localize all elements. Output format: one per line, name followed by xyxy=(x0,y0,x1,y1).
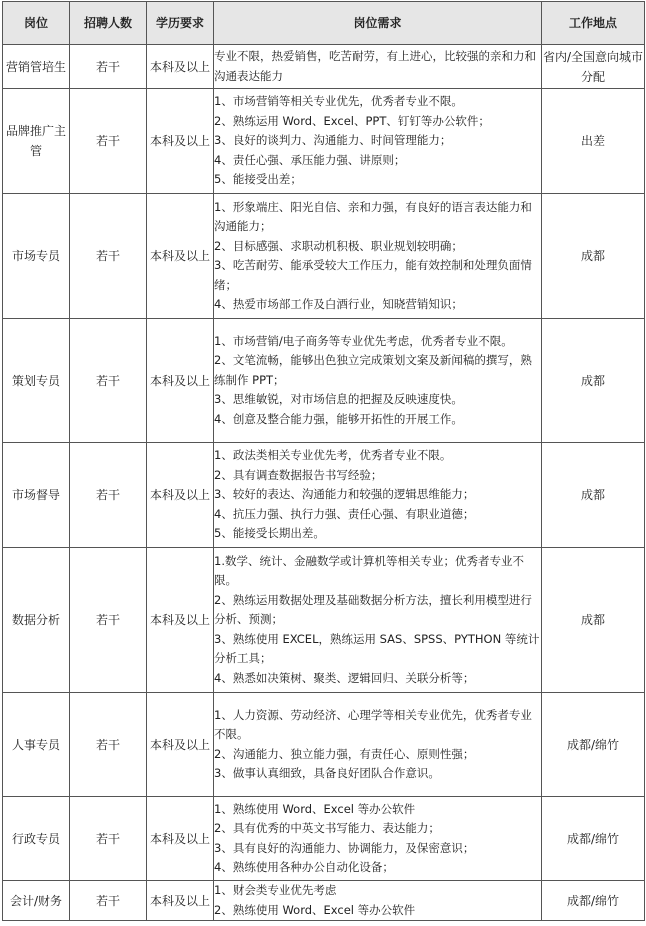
count-cell: 若干 xyxy=(70,89,147,194)
header-requirements: 岗位需求 xyxy=(214,2,542,45)
requirements-cell xyxy=(214,443,542,548)
requirement-line: 2、目标感强、求职动机积极、职业规划较明确； xyxy=(214,238,463,253)
requirement-line: 3、熟练使用 EXCEL，熟练运用 SAS、SPSS、PYTHON 等统计分析工具； xyxy=(214,631,540,666)
post-cell: 数据分析 xyxy=(3,548,70,693)
requirement-line: 1、政法类相关专业优先考，优秀者专业不限。 xyxy=(214,448,452,463)
education-cell: 本科及以上 xyxy=(147,319,214,443)
location-cell: 出差 xyxy=(542,89,645,194)
count-cell: 若干 xyxy=(70,443,147,548)
post-cell: 策划专员 xyxy=(3,319,70,443)
table-row xyxy=(3,548,645,693)
table-row xyxy=(3,89,645,194)
requirement-line: 3、做事认真细致，具备良好团队合作意识。 xyxy=(214,766,440,780)
post-cell: 市场专员 xyxy=(3,194,70,319)
requirement-line: 1、人力资源、劳动经济、心理学等相关专业优先，优秀者专业不限。 xyxy=(214,707,532,741)
location-cell: 成都/绵竹 xyxy=(542,797,645,881)
requirements-cell xyxy=(214,89,542,194)
requirement-line: 1、市场营销/电子商务等专业优先考虑，优秀者专业不限。 xyxy=(214,333,513,348)
education-cell: 本科及以上 xyxy=(147,194,214,319)
header-location: 工作地点 xyxy=(542,2,645,45)
requirement-line: 4、责任心强、承压能力强、讲原则； xyxy=(214,152,406,167)
requirement-line: 2、具有调查数据报告书写经验； xyxy=(214,467,383,482)
post-cell: 品牌推广主管 xyxy=(3,89,70,194)
requirements-cell xyxy=(214,319,542,443)
education-cell: 本科及以上 xyxy=(147,45,214,89)
count-cell: 若干 xyxy=(70,194,147,319)
post-cell: 行政专员 xyxy=(3,797,70,881)
education-cell: 本科及以上 xyxy=(147,548,214,693)
requirements-cell xyxy=(214,881,542,921)
location-cell: 成都 xyxy=(542,548,645,693)
post-cell: 营销管培生 xyxy=(3,45,70,89)
count-cell: 若干 xyxy=(70,797,147,881)
header-post: 岗位 xyxy=(3,2,70,45)
table-row xyxy=(3,443,645,548)
job-postings-table xyxy=(2,1,645,921)
post-cell: 人事专员 xyxy=(3,693,70,797)
requirement-line: 3、良好的谈判力、沟通能力、时间管理能力； xyxy=(214,133,452,148)
count-cell: 若干 xyxy=(70,319,147,443)
requirement-line: 4、抗压力强、执行力强、责任心强、有职业道德； xyxy=(214,506,475,521)
table-row xyxy=(3,693,645,797)
education-cell: 本科及以上 xyxy=(147,797,214,881)
requirement-line: 专业不限，热爱销售，吃苦耐劳，有上进心，比较强的亲和力和沟通表达能力 xyxy=(214,49,536,83)
requirement-line: 3、具有良好的沟通能力、协调能力，及保密意识； xyxy=(214,840,475,855)
requirements-cell xyxy=(214,693,542,797)
table-row xyxy=(3,194,645,319)
count-cell: 若干 xyxy=(70,881,147,921)
post-cell: 市场督导 xyxy=(3,443,70,548)
location-cell: 成都/绵竹 xyxy=(542,693,645,797)
education-cell: 本科及以上 xyxy=(147,89,214,194)
header-row xyxy=(3,2,645,45)
count-cell: 若干 xyxy=(70,45,147,89)
table-row xyxy=(3,797,645,881)
requirement-line: 2、文笔流畅，能够出色独立完成策划文案及新闻稿的撰写，熟练制作 PPT； xyxy=(214,353,532,387)
header-count: 招聘人数 xyxy=(70,2,147,45)
requirement-line: 3、吃苦耐劳、能承受较大工作压力，能有效控制和处理负面情绪； xyxy=(214,258,532,292)
education-cell: 本科及以上 xyxy=(147,881,214,921)
header-education: 学历要求 xyxy=(147,2,214,45)
requirement-line: 4、熟悉如决策树、聚类、逻辑回归、关联分析等； xyxy=(214,670,475,685)
requirement-line: 1、形象端庄、阳光自信、亲和力强，有良好的语言表达能力和沟通能力； xyxy=(214,199,532,233)
location-cell: 成都 xyxy=(542,319,645,443)
table-row xyxy=(3,45,645,89)
requirement-line: 5、能接受出差； xyxy=(214,172,302,187)
post-cell: 会计/财务 xyxy=(3,881,70,921)
requirement-line: 5、能接受长期出差。 xyxy=(214,526,325,541)
requirement-line: 4、创意及整合能力强，能够开拓性的开展工作。 xyxy=(214,411,463,426)
requirement-line: 4、热爱市场部工作及白酒行业，知晓营销知识； xyxy=(214,297,463,311)
requirements-cell xyxy=(214,548,542,693)
requirements-cell xyxy=(214,45,542,89)
education-cell: 本科及以上 xyxy=(147,693,214,797)
count-cell: 若干 xyxy=(70,548,147,693)
location-cell: 成都 xyxy=(542,194,645,319)
requirement-line: 1.数学、统计、金融数学或计算机等相关专业；优秀者专业不限。 xyxy=(214,553,524,588)
requirements-cell xyxy=(214,194,542,319)
requirement-line: 1、市场营销等相关专业优先，优秀者专业不限。 xyxy=(214,94,463,109)
requirement-line: 3、较好的表达、沟通能力和较强的逻辑思维能力； xyxy=(214,487,475,502)
requirement-line: 2、熟练运用 Word、Excel、PPT、钉钉等办公软件； xyxy=(214,113,490,128)
requirement-line: 4、熟练使用各种办公自动化设备； xyxy=(214,860,394,874)
count-cell: 若干 xyxy=(70,693,147,797)
education-cell: 本科及以上 xyxy=(147,443,214,548)
requirement-line: 2、熟练运用数据处理及基础数据分析方法，擅长利用模型进行分析、预测； xyxy=(214,592,532,627)
requirements-cell xyxy=(214,797,542,881)
requirement-line: 1、财会类专业优先考虑 xyxy=(214,883,337,897)
location-cell: 成都 xyxy=(542,443,645,548)
table-row xyxy=(3,319,645,443)
location-cell: 省内/全国意向城市分配 xyxy=(542,45,645,89)
requirement-line: 2、沟通能力、独立能力强，有责任心、原则性强； xyxy=(214,746,475,761)
table-row xyxy=(3,881,645,921)
requirement-line: 2、熟练使用 Word、Excel 等办公软件 xyxy=(214,902,416,917)
location-cell: 成都/绵竹 xyxy=(542,881,645,921)
requirement-line: 2、具有优秀的中英文书写能力、表达能力； xyxy=(214,821,440,835)
requirement-line: 3、思维敏锐，对市场信息的把握及反映速度快。 xyxy=(214,392,463,407)
requirement-line: 1、熟练使用 Word、Excel 等办公软件 xyxy=(214,801,416,816)
